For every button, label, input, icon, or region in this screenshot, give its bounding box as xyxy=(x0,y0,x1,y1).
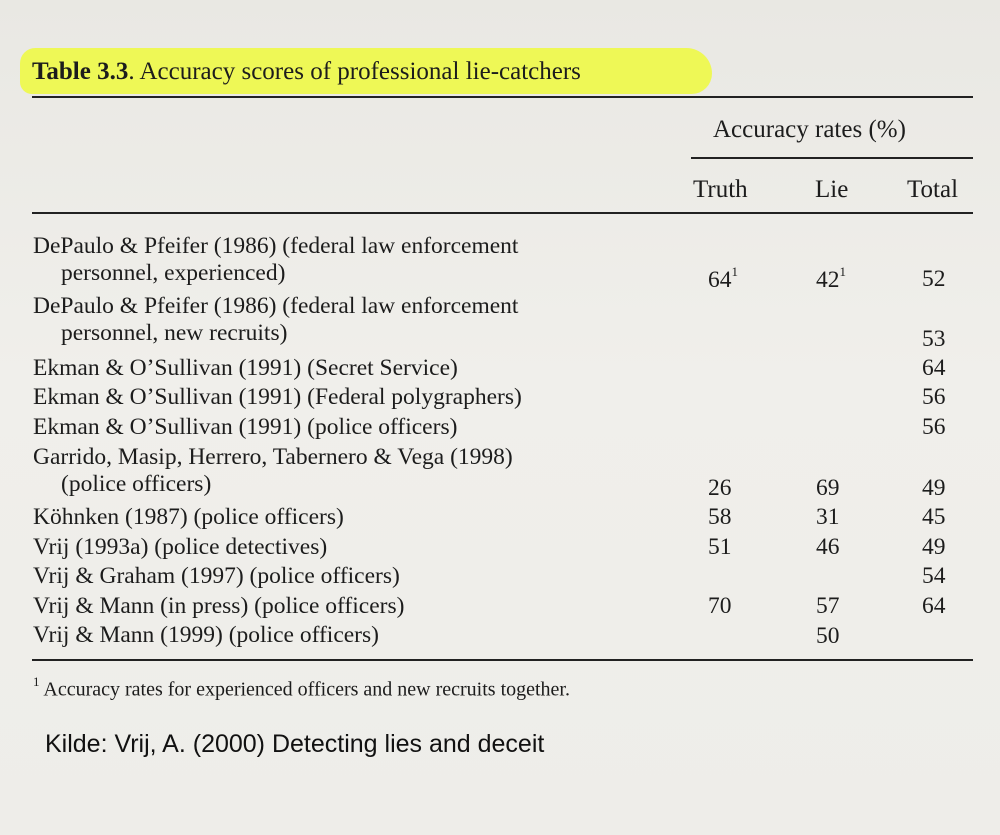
column-header-truth: Truth xyxy=(693,176,748,203)
group-header-rule xyxy=(691,157,973,159)
accuracy-group-header: Accuracy rates (%) xyxy=(713,116,906,143)
lie-cell: $42^1$ xyxy=(816,264,846,293)
table-caption xyxy=(32,58,581,86)
table-caption-text: . Accuracy scores of professional lie-catchers xyxy=(128,58,581,85)
study-line-2: (police officers) xyxy=(61,471,212,497)
study-cell: Vrij & Graham (1997) (police officers) xyxy=(33,563,400,589)
total-cell: 54 xyxy=(922,563,946,589)
truth-cell: 51 xyxy=(708,534,732,560)
lie-cell: 69 xyxy=(816,475,840,501)
study-cell: Ekman & O’Sullivan (1991) (Secret Service) xyxy=(33,355,458,381)
study-cell xyxy=(33,444,513,498)
header-rule xyxy=(32,212,973,214)
truth-cell: 70 xyxy=(708,593,732,619)
total-cell: 53 xyxy=(922,326,946,352)
total-cell: 64 xyxy=(922,593,946,619)
total-cell: 49 xyxy=(922,475,946,501)
study-cell: Vrij & Mann (1999) (police officers) xyxy=(33,622,379,648)
top-rule xyxy=(32,96,973,98)
lie-cell: 50 xyxy=(816,623,840,649)
bottom-rule xyxy=(32,659,973,661)
source-citation: Kilde: Vrij, A. (2000) Detecting lies and deceit xyxy=(45,730,545,758)
lie-cell: 57 xyxy=(816,593,840,619)
study-cell: Vrij & Mann (in press) (police officers) xyxy=(33,593,405,619)
footnote-marker: 1 xyxy=(33,674,40,689)
footnote-text: Accuracy rates for experienced officers and new recruits together. xyxy=(39,678,570,701)
footnote-marker: 1 xyxy=(731,264,738,279)
total-cell: 49 xyxy=(922,534,946,560)
total-cell: 56 xyxy=(922,384,946,410)
total-cell: 52 xyxy=(922,266,946,292)
column-header-total: Total xyxy=(907,176,959,203)
footnote-marker: 1 xyxy=(839,264,846,279)
study-cell: Köhnken (1987) (police officers) xyxy=(33,504,344,530)
study-line-1: DePaulo & Pfeifer (1986) (federal law enforcement xyxy=(33,233,519,259)
column-header-lie: Lie xyxy=(815,176,849,203)
study-cell: Vrij (1993a) (police detectives) xyxy=(33,534,328,560)
study-cell xyxy=(33,293,518,347)
truth-cell: 58 xyxy=(708,504,732,530)
study-line-1: DePaulo & Pfeifer (1986) (federal law enforcement xyxy=(33,293,519,319)
study-cell xyxy=(33,233,518,287)
table-label: Table 3.3 xyxy=(32,58,129,85)
truth-cell: $64^1$ xyxy=(708,264,738,293)
study-cell: Ekman & O’Sullivan (1991) (Federal polygraphers) xyxy=(33,384,522,410)
footnote xyxy=(33,676,570,702)
study-line-2: personnel, new recruits) xyxy=(61,320,288,346)
total-cell: 64 xyxy=(922,355,946,381)
lie-cell: 46 xyxy=(816,534,840,560)
study-line-2: personnel, experienced) xyxy=(61,260,286,286)
truth-cell: 26 xyxy=(708,475,732,501)
total-cell: 56 xyxy=(922,414,946,440)
total-cell: 45 xyxy=(922,504,946,530)
study-line-1: Garrido, Masip, Herrero, Tabernero & Vega (1998) xyxy=(33,444,513,470)
study-cell: Ekman & O’Sullivan (1991) (police officers) xyxy=(33,414,458,440)
lie-cell: 31 xyxy=(816,504,840,530)
